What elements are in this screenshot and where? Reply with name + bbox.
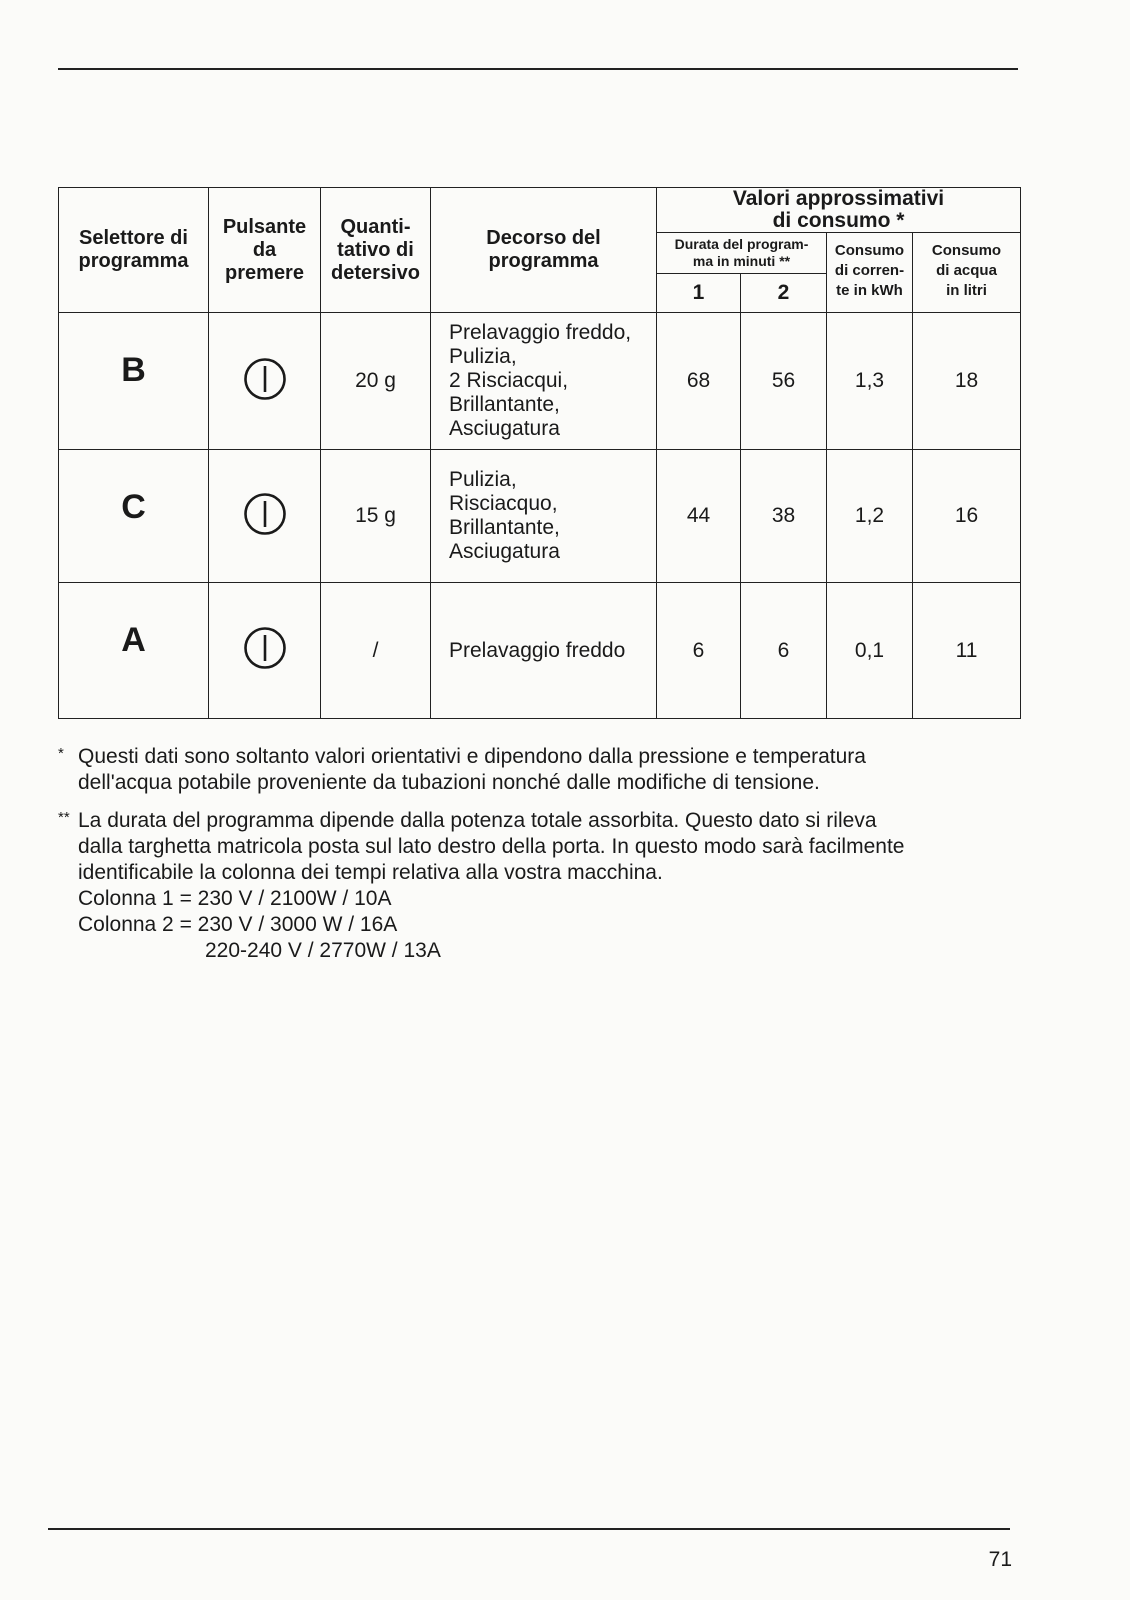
- header-consumption-group: Valori approssimativi di consumo *: [657, 188, 1021, 233]
- top-rule: [58, 68, 1018, 70]
- header-column-2: 2: [741, 274, 827, 313]
- duration-col1: 68: [657, 313, 741, 450]
- detergent-amount: 15 g: [321, 450, 431, 583]
- header-duration: Durata del program- ma in minuti **: [657, 233, 827, 274]
- table-row: [59, 313, 1021, 450]
- program-letter: B: [59, 313, 209, 450]
- header-course: Decorso del programma: [431, 188, 657, 313]
- table-row: [59, 583, 1021, 719]
- power-button-icon: [242, 625, 288, 671]
- footnote-mark: *: [58, 745, 64, 762]
- button-cell: [209, 313, 321, 450]
- header-detergent: Quanti- tativo di detersivo: [321, 188, 431, 313]
- duration-col1: 44: [657, 450, 741, 583]
- header-button: Pulsante da premere: [209, 188, 321, 313]
- footnote-double-star: ** La durata del programma dipende dalla potenza totale assorbita. Questo dato si rileva dalla targhetta matricola posta sul lato destro della porta. In questo modo sarà facilmente identificabile la colonna dei tempi relativa alla vostra macchina. Colonna 1 = 230 V / 2100W / 10A Colonna 2 = 230 V / 3000 W / 16A 220-240 V / 2770W / 13A: [58, 808, 1018, 964]
- duration-col2: 38: [741, 450, 827, 583]
- program-steps: Prelavaggio freddo, Pulizia, 2 Risciacqui, Brillantante, Asciugatura: [431, 313, 657, 450]
- energy-kwh: 1,3: [827, 313, 913, 450]
- program-table: [58, 187, 1021, 719]
- duration-col2: 6: [741, 583, 827, 719]
- duration-col1: 6: [657, 583, 741, 719]
- footnote-mark: **: [58, 809, 70, 826]
- energy-kwh: 1,2: [827, 450, 913, 583]
- duration-col2: 56: [741, 313, 827, 450]
- footnotes: [58, 744, 1018, 976]
- table-row: [59, 450, 1021, 583]
- power-button-icon: [242, 356, 288, 402]
- energy-kwh: 0,1: [827, 583, 913, 719]
- water-liters: 16: [913, 450, 1021, 583]
- water-liters: 11: [913, 583, 1021, 719]
- program-letter: C: [59, 450, 209, 583]
- power-button-icon: [242, 491, 288, 537]
- header-selector: Selettore di programma: [59, 188, 209, 313]
- button-cell: [209, 450, 321, 583]
- header-energy: Consumo di corren- te in kWh: [827, 233, 913, 313]
- footnote-single-star: * Questi dati sono soltanto valori orientativi e dipendono dalla pressione e temperatura dell'acqua potabile proveniente da tubazioni nonché dalle modifiche di tensione.: [58, 744, 1018, 796]
- page-number: 71: [988, 1548, 1012, 1571]
- program-steps: Pulizia, Risciacquo, Brillantante, Asciugatura: [431, 450, 657, 583]
- program-letter: A: [59, 583, 209, 719]
- header-water: Consumo di acqua in litri: [913, 233, 1021, 313]
- program-steps: Prelavaggio freddo: [431, 583, 657, 719]
- bottom-rule: [48, 1528, 1010, 1530]
- detergent-amount: /: [321, 583, 431, 719]
- header-column-1: 1: [657, 274, 741, 313]
- button-cell: [209, 583, 321, 719]
- detergent-amount: 20 g: [321, 313, 431, 450]
- water-liters: 18: [913, 313, 1021, 450]
